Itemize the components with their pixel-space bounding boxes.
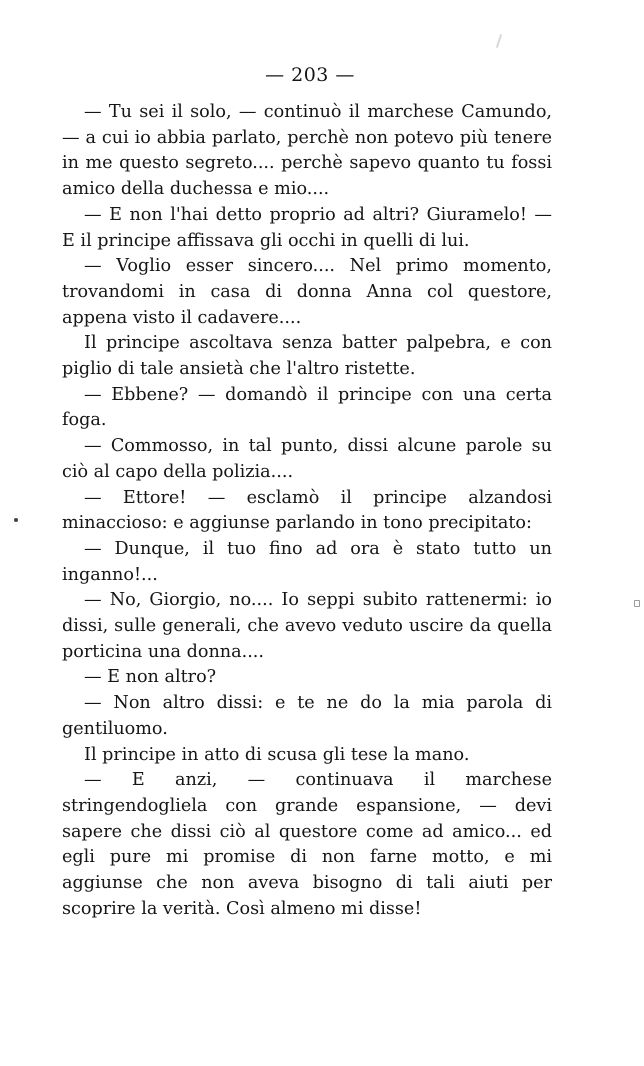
paragraph-11: — Non altro dissi: e te ne do la mia parola di gentiluomo. — [62, 693, 552, 739]
margin-ink-mark — [634, 600, 640, 607]
page-body — [62, 100, 552, 923]
paragraph-8: — Dunque, il tuo fino ad ora è stato tutto un inganno!... — [62, 538, 552, 585]
margin-ink-dot — [14, 518, 18, 522]
paragraph-6: — Commosso, in tal punto, dissi alcune parole su ciò al capo della polizia.... — [62, 436, 552, 482]
page-number: — 203 — — [265, 64, 355, 86]
paper-speck — [496, 34, 502, 48]
paragraph-7: — Ettore! — esclamò il principe alzandosi minaccioso: e aggiunse parlando in tono precipitato: — [62, 487, 552, 534]
paragraph-1: — Tu sei il solo, — continuò il marchese Camundo, — a cui io abbia parlato, perchè non potevo più tenere in me questo segreto.... perchè sapevo quanto tu fossi amico della duchessa e mio.... — [62, 102, 552, 200]
paragraph-12: Il principe in atto di scusa gli tese la mano. — [84, 744, 470, 765]
paragraph-5: — Ebbene? — domandò il principe con una certa foga. — [62, 384, 552, 431]
paragraph-3: — Voglio esser sincero.... Nel primo momento, trovandomi in casa di donna Anna col questore, appena visto il cadavere.... — [62, 256, 552, 328]
paragraph-13: — E anzi, — continuava il marchese stringendogliela con grande espansione, — devi sapere che dissi ciò al questore come ad amico... ed egli pure mi promise di non farne motto, e mi aggiunse che non aveva bisogno di tali aiuti per scoprire la verità. Così almeno mi disse! — [62, 770, 552, 919]
paragraph-4: Il principe ascoltava senza batter palpebra, e con piglio di tale ansietà che l'altro ristette. — [62, 333, 552, 380]
paragraph-9: — No, Giorgio, no.... Io seppi subito rattenermi: io dissi, sulle generali, che avevo veduto uscire da quella porticina una donna.... — [62, 590, 552, 662]
paragraph-10: — E non altro? — [84, 667, 217, 688]
paragraph-2: — E non l'hai detto proprio ad altri? Giuramelo! — E il principe affissava gli occhi in quelli di lui. — [62, 204, 552, 251]
